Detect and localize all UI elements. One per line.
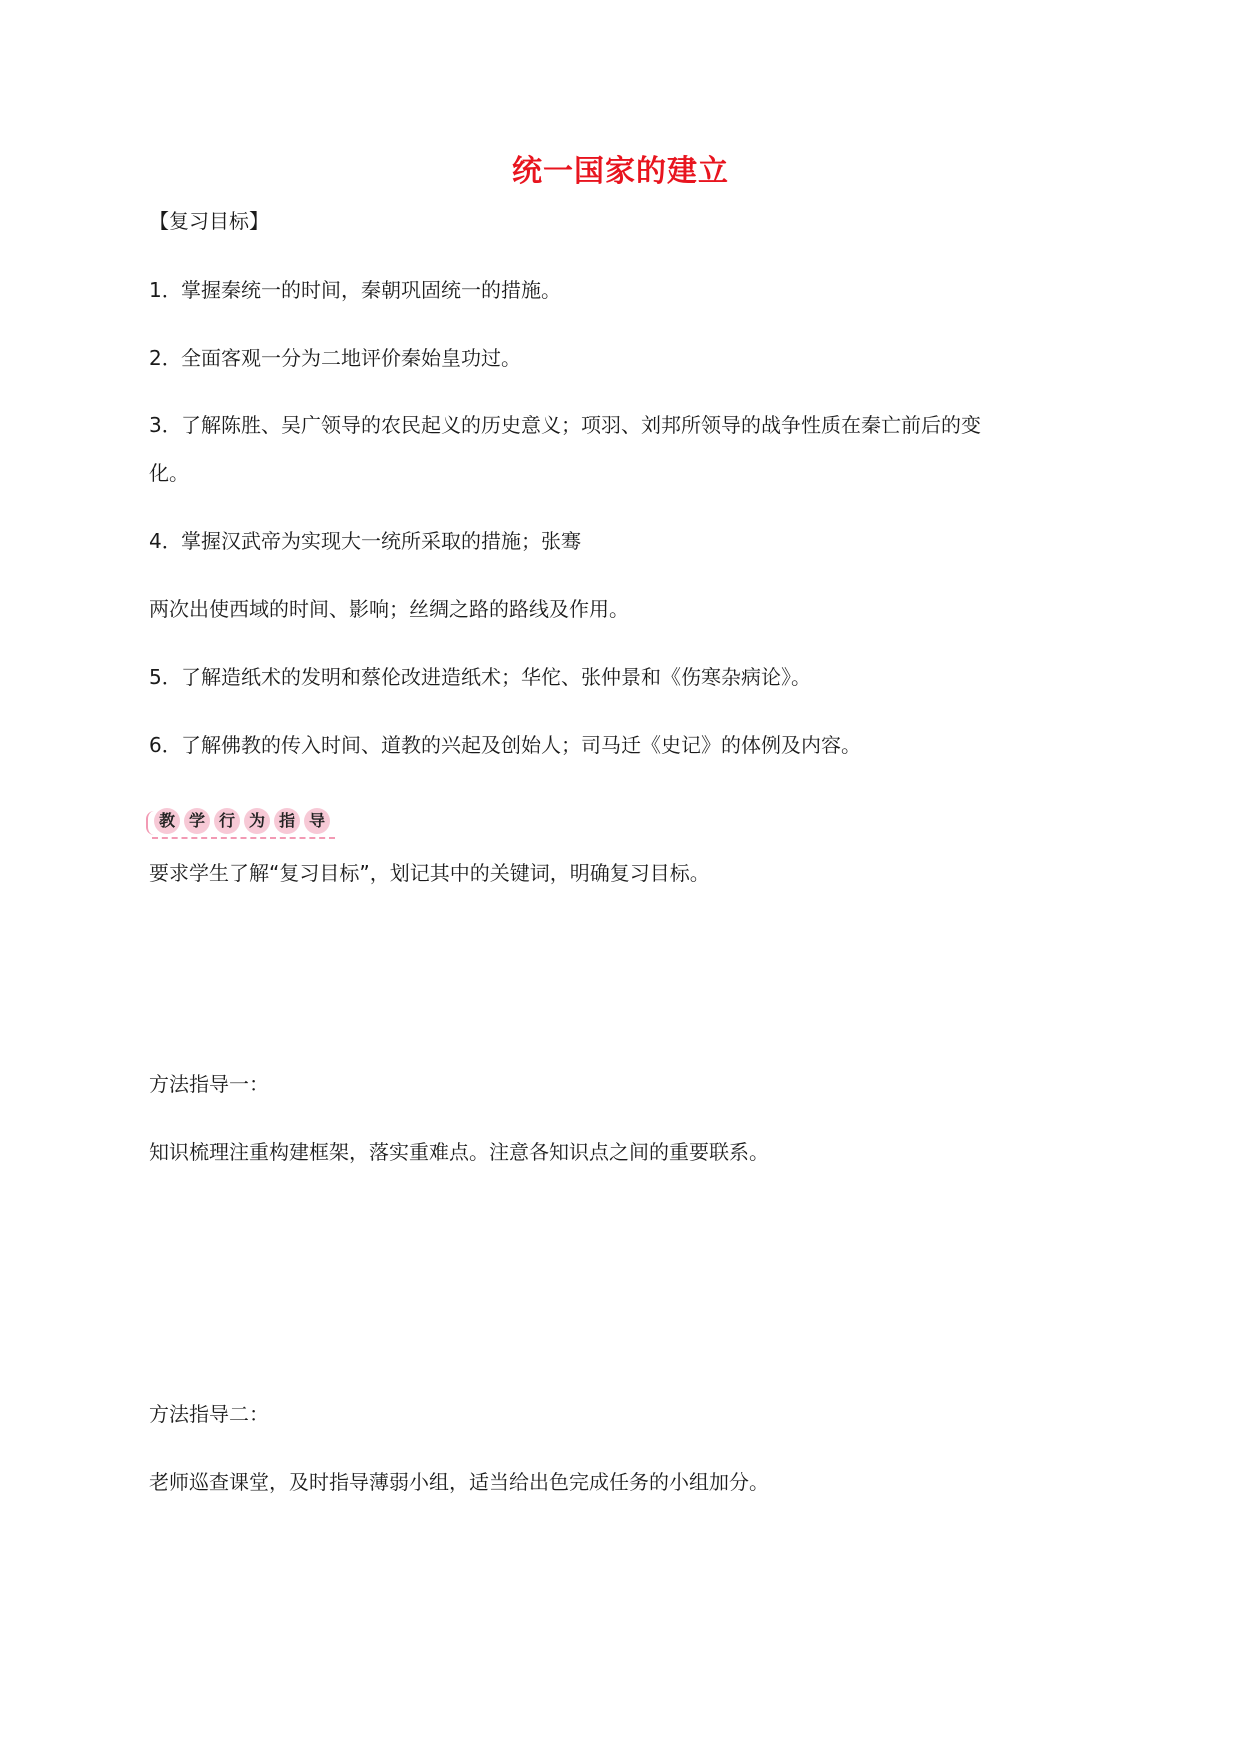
objective-text: 全面客观一分为二地评价秦始皇功过。 xyxy=(181,346,521,370)
objective-4 xyxy=(149,527,581,555)
objective-1 xyxy=(149,276,561,304)
badge-char: 为 xyxy=(244,808,270,834)
objective-number: 2． xyxy=(149,346,182,370)
badge-char: 教 xyxy=(154,808,180,834)
objective-5 xyxy=(149,663,811,691)
page-title: 统一国家的建立 xyxy=(512,154,729,189)
objective-number: 6． xyxy=(149,733,182,757)
objective-number: 3． xyxy=(149,413,182,437)
badge-char: 行 xyxy=(214,808,240,834)
method1-heading: 方法指导一： xyxy=(149,1072,269,1096)
badge-char: 指 xyxy=(274,808,300,834)
badge-char: 导 xyxy=(304,808,330,834)
teaching-guidance-badge xyxy=(148,805,335,839)
section-heading: 【复习目标】 xyxy=(149,209,269,233)
badge-characters xyxy=(154,808,330,834)
objective-3-continued: 化。 xyxy=(149,461,189,485)
objective-text: 了解佛教的传入时间、道教的兴起及创始人；司马迁《史记》的体例及内容。 xyxy=(181,733,861,757)
objective-number: 4． xyxy=(149,529,182,553)
badge-char: 学 xyxy=(184,808,210,834)
method1-text: 知识梳理注重构建框架，落实重难点。注意各知识点之间的重要联系。 xyxy=(149,1140,769,1164)
objective-3 xyxy=(149,411,981,439)
objective-4-continued: 两次出使西域的时间、影响；丝绸之路的路线及作用。 xyxy=(149,597,629,621)
guidance-text: 要求学生了解“复习目标”，划记其中的关键词，明确复习目标。 xyxy=(149,861,710,885)
badge-underline xyxy=(152,837,335,839)
objective-number: 1． xyxy=(149,278,182,302)
method2-text: 老师巡查课堂，及时指导薄弱小组，适当给出色完成任务的小组加分。 xyxy=(149,1470,769,1494)
objective-text: 了解陈胜、吴广领导的农民起义的历史意义；项羽、刘邦所领导的战争性质在秦亡前后的变 xyxy=(181,413,981,437)
objective-6 xyxy=(149,731,861,759)
method2-heading: 方法指导二： xyxy=(149,1402,269,1426)
objective-2 xyxy=(149,344,521,372)
objective-text: 掌握汉武帝为实现大一统所采取的措施；张骞 xyxy=(181,529,581,553)
objective-number: 5． xyxy=(149,665,182,689)
objective-text: 掌握秦统一的时间，秦朝巩固统一的措施。 xyxy=(181,278,561,302)
objective-text: 了解造纸术的发明和蔡伦改进造纸术；华佗、张仲景和《伤寒杂病论》。 xyxy=(181,665,811,689)
